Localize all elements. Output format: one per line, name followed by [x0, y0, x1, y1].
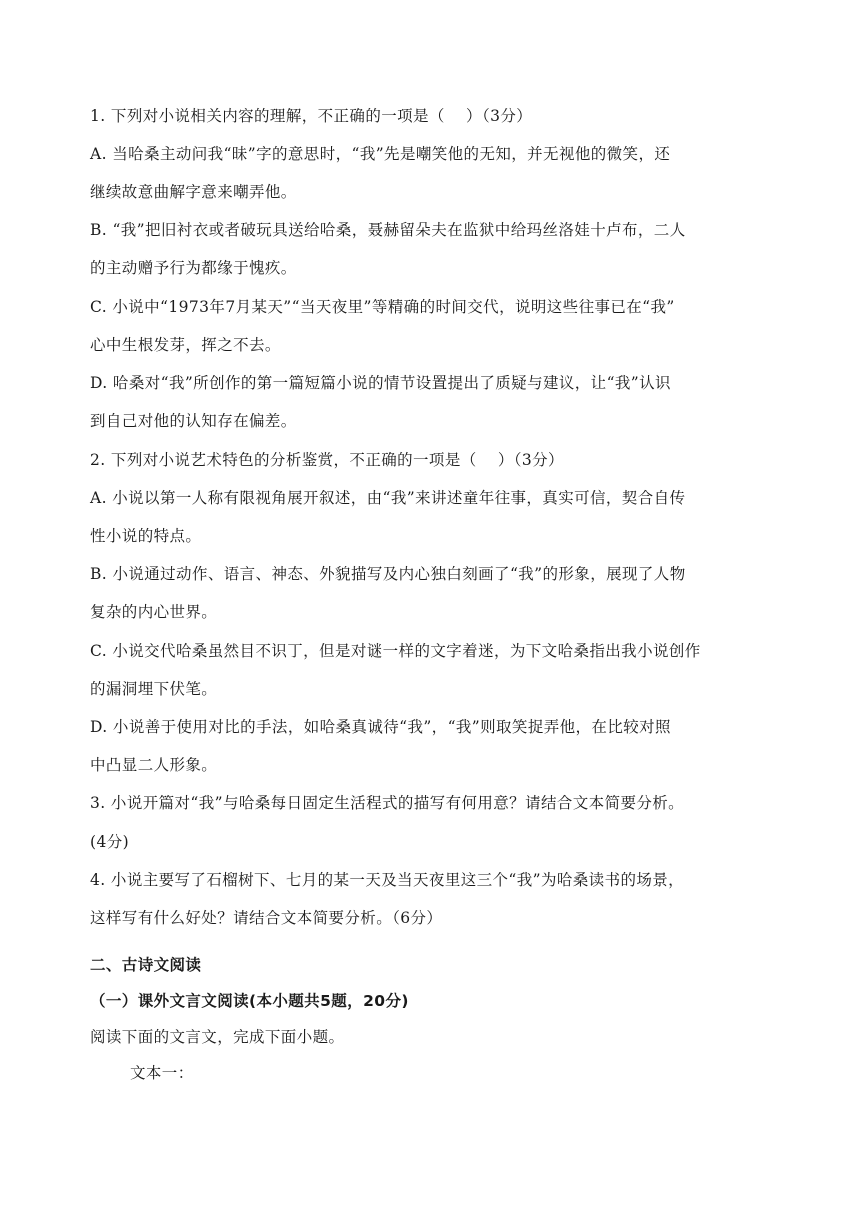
- section-instruction: 阅读下面的文言文，完成下面小题。: [90, 1028, 345, 1046]
- section-heading: 二、古诗文阅读: [90, 956, 202, 974]
- q1-option-c-line2: 心中生根发芽，挥之不去。: [90, 336, 281, 354]
- question-3-line2: (4分): [90, 833, 130, 851]
- q2-option-a-line2: 性小说的特点。: [90, 527, 202, 545]
- q1-option-d-line1: D. 哈桑对“我”所创作的第一篇短篇小说的情节设置提出了质疑与建议，让“我”认识: [90, 374, 671, 392]
- q1-option-d-line2: 到自己对他的认知存在偏差。: [90, 412, 297, 430]
- q1-option-b-line1: B. “我”把旧衬衣或者破玩具送给哈桑，聂赫留朵夫在监狱中给玛丝洛娃十卢布，二人: [90, 221, 686, 239]
- q2-option-b-line2: 复杂的内心世界。: [90, 603, 218, 621]
- q2-option-a-line1: A. 小说以第一人称有限视角展开叙述，由“我”来讲述童年往事，真实可信，契合自传: [90, 489, 686, 507]
- q1-option-b-line2: 的主动赠予行为都缘于愧疚。: [90, 259, 297, 277]
- question-4-line2: 这样写有什么好处？请结合文本简要分析。（6分）: [90, 909, 443, 927]
- q2-option-d-line2: 中凸显二人形象。: [90, 756, 218, 774]
- q1-option-a-line1: A. 当哈桑主动问我“昧”字的意思时，“我”先是嘲笑他的无知，并无视他的微笑，还: [90, 145, 671, 163]
- section-subheading: （一）课外文言文阅读(本小题共5题，20分): [90, 992, 409, 1010]
- text-one-label: 文本一：: [130, 1064, 194, 1082]
- q2-option-c-line1: C. 小说交代哈桑虽然目不识丁，但是对谜一样的文字着迷，为下文哈桑指出我小说创作: [90, 642, 701, 660]
- q2-option-b-line1: B. 小说通过动作、语言、神态、外貌描写及内心独白刻画了“我”的形象，展现了人物: [90, 565, 686, 583]
- question-2-stem: 2. 下列对小说艺术特色的分析鉴赏，不正确的一项是（ ）（3分）: [90, 451, 564, 469]
- q1-option-c-line1: C. 小说中“1973年7月某天”“当天夜里”等精确的时间交代，说明这些往事已在“我”: [90, 298, 675, 316]
- question-3-line1: 3. 小说开篇对“我”与哈桑每日固定生活程式的描写有何用意？请结合文本简要分析。: [90, 794, 685, 812]
- q1-option-a-line2: 继续故意曲解字意来嘲弄他。: [90, 183, 297, 201]
- q2-option-d-line1: D. 小说善于使用对比的手法，如哈桑真诚待“我”，“我”则取笑捉弄他，在比较对照: [90, 718, 671, 736]
- question-4-line1: 4. 小说主要写了石榴树下、七月的某一天及当天夜里这三个“我”为哈桑读书的场景，: [90, 871, 685, 889]
- question-1-stem: 1. 下列对小说相关内容的理解，不正确的一项是（ ）（3分）: [90, 107, 533, 125]
- q2-option-c-line2: 的漏洞埋下伏笔。: [90, 680, 218, 698]
